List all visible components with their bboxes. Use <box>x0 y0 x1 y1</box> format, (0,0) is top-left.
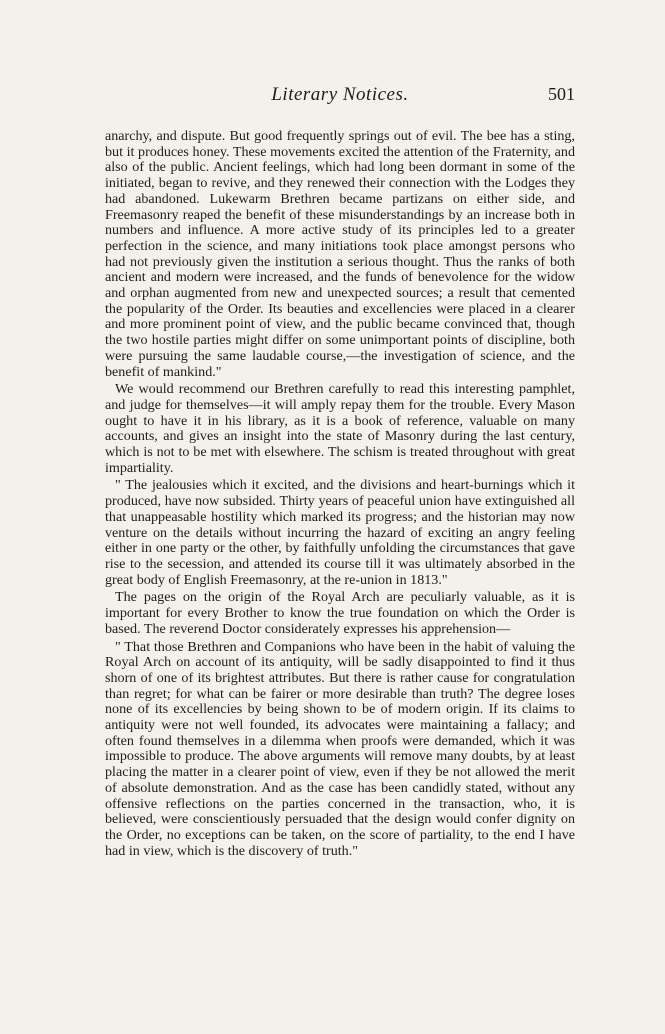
paragraph-royal-arch: The pages on the origin of the Royal Arch are peculiarly valuable, as it is important for every Brother to know the true foundation on which the Order is based. The reverend Doctor considerately expresses his apprehension— <box>105 589 575 637</box>
paragraph-quote-brethren: " That those Brethren and Companions who have been in the habit of valuing the Royal Arch on account of its antiquity, will be sadly disappointed to find it thus shorn of one of its brightest attributes. But there is rather cause for congratulation than regret; for what can be fairer or more desirable than truth? The degree loses none of its excellencies by being shown to be of modern origin. If its claims to antiquity were not well founded, its advocates were maintaining a fallacy; and often found themselves in a dilemma when proofs were demanded, which it was impossible to produce. The above arguments will remove many doubts, by at least placing the matter in a clearer point of view, even if they be not allowed the merit of absolute demonstration. And as the case has been candidly stated, without any offensive reflections on the parties concerned in the transaction, who, it is believed, were conscientiously persuaded that the design would confer dignity on the Order, no exceptions can be taken, on the score of partiality, to the end I have had in view, which is the discovery of truth." <box>105 638 575 859</box>
page-number: 501 <box>548 84 575 104</box>
body-text <box>105 129 575 861</box>
running-title: Literary Notices. <box>271 84 409 105</box>
paragraph-quote-jealousies: " The jealousies which it excited, and the divisions and heart-burnings which it produced, have now subsided. Thirty years of peaceful union have extinguished all that unappeasable hostility which marked its progress; and the historian may now venture on the details without incurring the hazard of exciting an angry feeling either in one party or the other, by faithfully unfolding the circumstances that gave rise to the secession, and attended its course till it was ultimately absorbed in the great body of English Freemasonry, at the re-union in 1813." <box>105 477 575 588</box>
page-header <box>105 84 575 114</box>
paragraph-continued: anarchy, and dispute. But good frequently springs out of evil. The bee has a sting, but it produces honey. These movements excited the attention of the Fraternity, and also of the public. Ancient feelings, which had long been dormant in some of the initiated, began to revive, and they renewed their connection with the Lodges they had abandoned. Lukewarm Brethren became partizans on either side, and Freemasonry reaped the benefit of these misunderstandings by an increase both in numbers and influence. A more active study of its principles led to a greater perfection in the science, and many initiations took place amongst persons who had not previously given the institution a serious thought. Thus the ranks of both ancient and modern were increased, and the funds of benevolence for the widow and orphan augmented from new and unexpected sources; a result that cemented the popularity of the Order. Its beauties and excellencies were placed in a clearer and more prominent point of view, and the public became convinced that, though the two hostile parties might differ on some unimportant points of discipline, both were pursuing the same laudable course,—the investigation of science, and the benefit of mankind." <box>105 128 575 380</box>
paragraph-recommendation: We would recommend our Brethren carefully to read this interesting pamphlet, and judge for themselves—it will amply repay them for the trouble. Every Mason ought to have it in his library, as it is a book of reference, valuable on many accounts, and gives an insight into the state of Masonry during the last century, which is not to be met with elsewhere. The schism is treated throughout with great impartiality. <box>105 381 575 476</box>
